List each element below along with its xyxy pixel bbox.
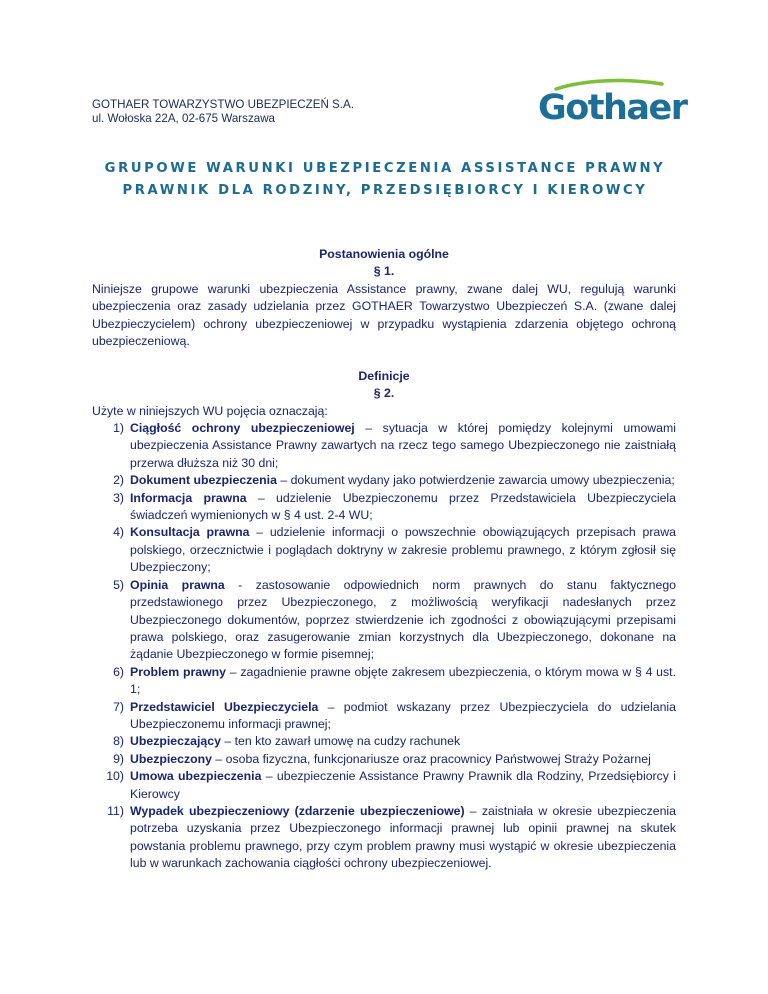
logo-wordmark: Gothaer [538, 88, 687, 128]
definition-term: Ubezpieczony [130, 751, 212, 766]
definition-term: Opinia prawna [130, 577, 225, 592]
definition-term: Problem prawny [130, 664, 226, 679]
definition-item [92, 490, 676, 525]
definition-item [92, 524, 676, 576]
definition-text: – zagadnienie prawne objęte zakresem ubezpieczenia, o którym mowa w § 4 ust. 1; [130, 664, 676, 697]
definition-item [92, 768, 676, 803]
definition-item [92, 420, 676, 472]
section-1-paragraph-mark: § 1. [373, 264, 395, 279]
definition-number: 6) [113, 664, 124, 679]
definition-text: – osoba fizyczna, funkcjonariusze oraz pracownicy Państwowej Straży Pożarnej [212, 751, 651, 766]
definition-term: Konsultacja prawna [130, 525, 250, 540]
definition-term: Dokument ubezpieczenia [130, 473, 277, 488]
definition-text: – podmiot wskazany przez Ubezpieczyciela do udzielania Ubezpieczonemu informacji prawnej; [130, 699, 676, 731]
definition-number: 3) [113, 490, 124, 505]
section-1-heading: Postanowienia ogólne [319, 247, 449, 261]
definition-term: Ubezpieczający [130, 734, 221, 749]
definition-item [92, 751, 676, 768]
definition-item [92, 472, 676, 489]
definition-number: 11) [107, 803, 124, 818]
definition-number: 9) [113, 751, 124, 766]
definition-item [92, 577, 676, 664]
definition-number: 5) [113, 577, 124, 592]
definition-item [92, 803, 676, 873]
definitions-list [92, 420, 676, 873]
definition-term: Ciągłość ochrony ubezpieczeniowej [130, 421, 355, 436]
definition-term: Wypadek ubezpieczeniowy (zdarzenie ubezpieczeniowe) [130, 803, 465, 818]
section-2-intro: Użyte w niniejszych WU pojęcia oznaczają: [92, 403, 328, 418]
definition-item [92, 699, 676, 734]
document-title [60, 158, 710, 202]
definition-text: – ten kto zawarł umowę na cudzy rachunek [220, 734, 461, 749]
section-1-text: Niniejsze grupowe warunki ubezpieczenia Assistance prawny, zwane dalej WU, regulują warunki ubezpieczenia oraz zasady udzielania przez GOTHAER Towarzystwo Ubezpieczeń S.A. (zwane dalej Ubezpieczycielem) ochrony ubezpieczeniowej w przypadku wystąpienia zdarzenia objętego ochroną ubezpieczeniową. [92, 281, 676, 349]
definition-text: – udzielenie informacji o powszechnie obowiązujących przepisach prawa polskiego, orzecznictwie i poglądach doktryny w zakresie problemu prawnego, z którym zgłosił się Ubezpieczony; [130, 525, 676, 575]
definition-text: - zastosowanie odpowiednich norm prawnych do stanu faktycznego przedstawionego przez Ubezpieczonego, z możliwością weryfikacji nadesłanych przez Ubezpieczonego dokumentów, poprzez stwierdzenie ich zgodności z obowiązującymi przepisami prawa polskiego, oraz zasugerowanie zmian korzystnych dla Ubezpieczonego, dokonane na żądanie Ubezpieczonego w formie pisemnej; [130, 577, 676, 662]
section-2-heading: Definicje [358, 368, 410, 383]
definition-number: 4) [113, 525, 124, 540]
definition-text: – sytuacja w której pomiędzy kolejnymi umowami ubezpieczenia Assistance Prawny zawartych na rzecz tego samego Ubezpieczonego nie zaistniałą przerwa dłuższa niż 30 dni; [130, 421, 676, 470]
title-line-2: PRAWNIK DLA RODZINY, PRZEDSIĘBIORCY I KIEROWCY [122, 183, 648, 198]
definition-number: 7) [113, 699, 124, 714]
section-2-paragraph-mark: § 2. [373, 386, 395, 401]
document-body [92, 246, 676, 873]
definition-item [92, 664, 676, 699]
definition-number: 1) [113, 421, 124, 436]
definition-text: – udzielenie Ubezpieczonemu przez Przedstawiciela Ubezpieczyciela świadczeń wymienionych w § 4 ust. 2-4 WU; [130, 490, 676, 523]
definition-number: 2) [113, 473, 124, 488]
company-name: GOTHAER TOWARZYSTWO UBEZPIECZEŃ S.A. [92, 98, 354, 111]
definition-term: Informacja prawna [130, 490, 247, 505]
company-header [92, 98, 354, 126]
title-line-1: GRUPOWE WARUNKI UBEZPIECZENIA ASSISTANCE PRAWNY [104, 161, 666, 176]
definition-term: Umowa ubezpieczenia [130, 769, 262, 784]
definition-term: Przedstawiciel Ubezpieczyciela [130, 699, 319, 714]
definition-text: – ubezpieczenie Assistance Prawny Prawnik dla Rodziny, Przedsiębiorcy i Kierowcy [130, 769, 676, 801]
definition-number: 10) [106, 769, 124, 784]
definition-number: 8) [113, 734, 124, 749]
definition-text: – dokument wydany jako potwierdzenie zawarcia umowy ubezpieczenia; [276, 473, 675, 488]
definition-item [92, 733, 676, 750]
definition-text: – zaistniała w okresie ubezpieczenia potrzeba uzyskania przez Ubezpieczonego informacji prawnej lub opinii prawnej na skutek powstania problemu prawnego, przy czym problem prawny musi wystąpić w okresie ubezpieczenia lub w warunkach zachowania ciągłości ochrony ubezpieczeniowej. [130, 803, 676, 871]
company-address: ul. Wołoska 22A, 02-675 Warszawa [92, 112, 276, 125]
gothaer-logo [538, 78, 687, 130]
